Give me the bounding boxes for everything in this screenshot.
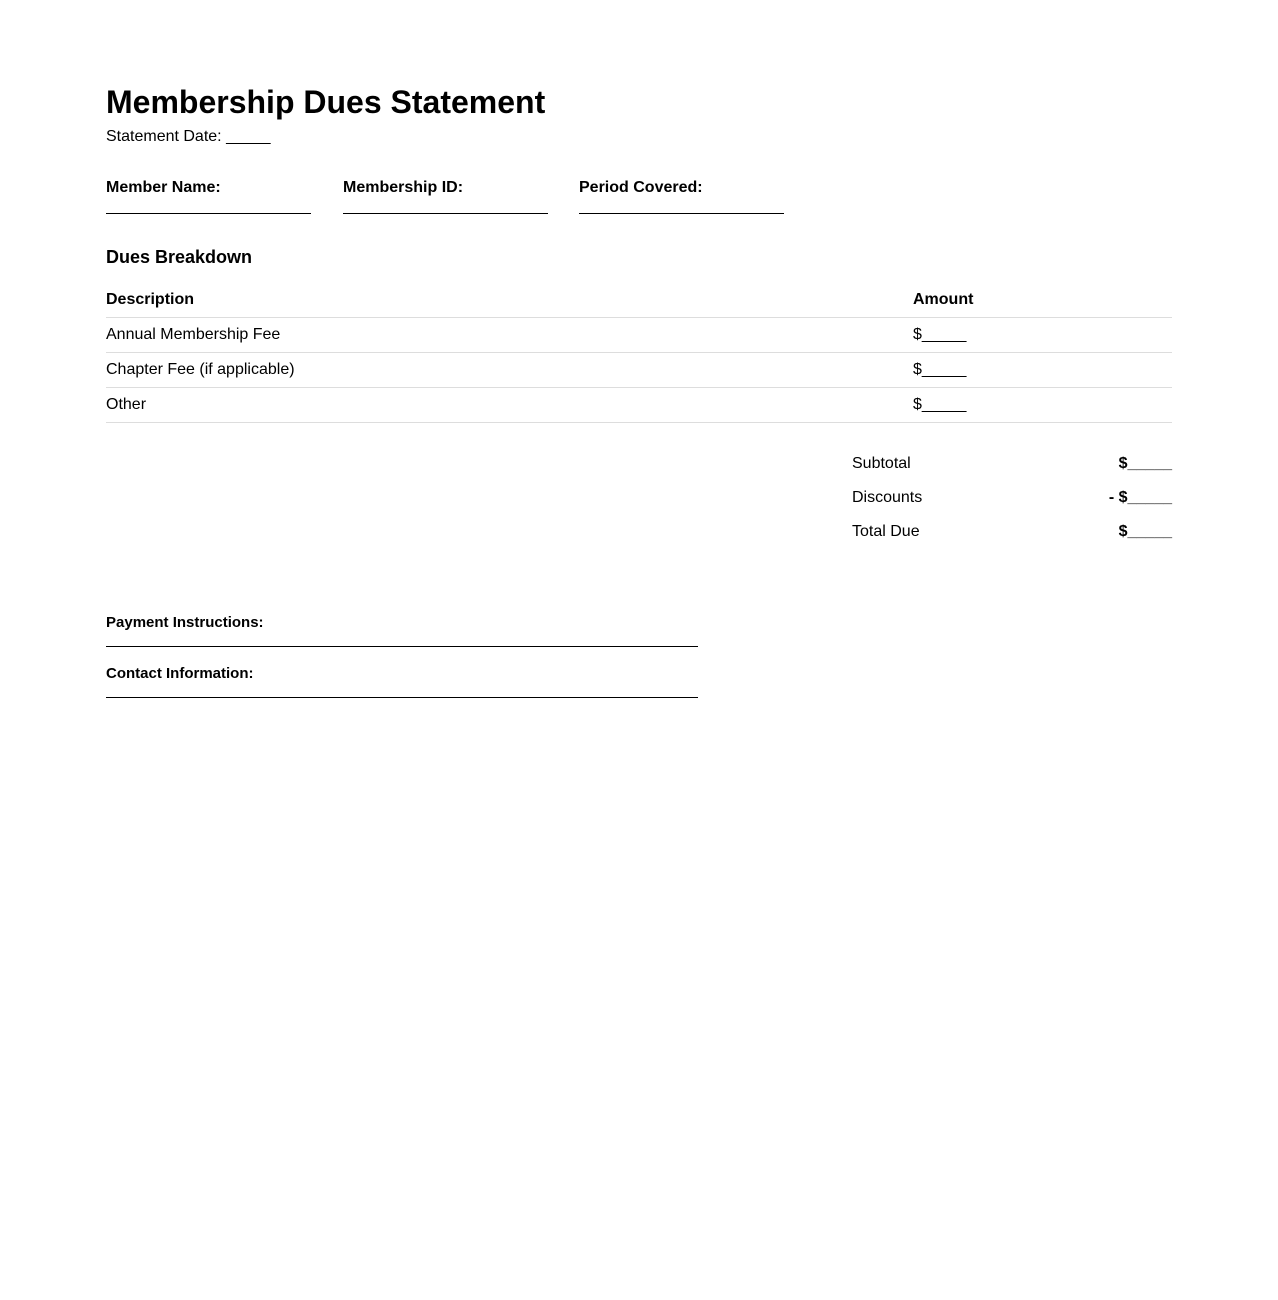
row-amount: $_____ (913, 388, 1172, 423)
summary-total-due (852, 523, 1172, 543)
row-amount: $_____ (913, 353, 1172, 388)
field-underline (106, 213, 311, 214)
summary-value: $_____ (1118, 455, 1172, 472)
row-amount: $_____ (913, 318, 1172, 353)
field-underline (579, 213, 784, 214)
member-name-field[interactable] (106, 178, 311, 214)
page-title: Membership Dues Statement (106, 84, 546, 120)
membership-id-field[interactable] (343, 178, 548, 214)
field-label: Membership ID: (343, 179, 464, 196)
period-covered-field[interactable] (579, 178, 784, 214)
row-description: Chapter Fee (if applicable) (106, 353, 913, 388)
field-underline (343, 213, 548, 214)
payment-instructions: Payment Instructions: (106, 614, 698, 647)
summary-label: Total Due (852, 523, 920, 540)
summary-value: - $_____ (1108, 489, 1172, 506)
contact-information: Contact Information: (106, 665, 698, 698)
dues-table (106, 283, 1172, 423)
table-row (106, 318, 1172, 353)
summary-value: $_____ (1118, 523, 1172, 540)
table-header-row (106, 283, 1172, 318)
summary-subtotal (852, 455, 1172, 475)
summary-label: Subtotal (852, 455, 911, 472)
row-description: Other (106, 388, 913, 423)
statement-date: Statement Date: _____ (106, 128, 271, 145)
field-label: Member Name: (106, 179, 221, 196)
header-description: Description (106, 283, 913, 318)
section-title: Dues Breakdown (106, 247, 253, 267)
row-description: Annual Membership Fee (106, 318, 913, 353)
summary-label: Discounts (852, 489, 923, 506)
table-row (106, 353, 1172, 388)
field-label: Period Covered: (579, 179, 703, 196)
table-row (106, 388, 1172, 423)
header-amount: Amount (913, 283, 1172, 318)
summary-discounts (852, 489, 1172, 509)
